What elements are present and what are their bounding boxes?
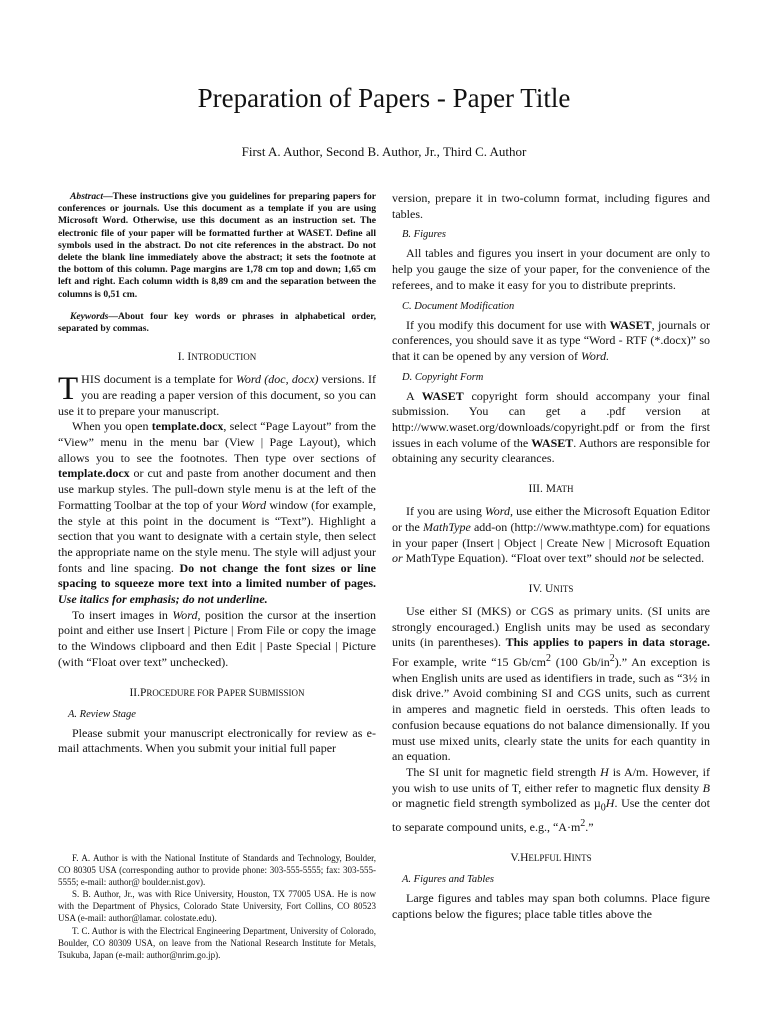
figures-tables-paragraph: Large figures and tables may span both columns. Place figure captions below the figures; place table titles above the [392,891,710,921]
subsection-figures: B. Figures [402,229,446,241]
subsection-document-modification: C. Document Modification [402,300,515,312]
keywords-label: Keywords [70,310,109,322]
abstract-label: Abstract [70,191,104,202]
footnotes [58,852,376,961]
right-column [392,191,710,923]
document-modification-paragraph: If you modify this document for use with WASET, journals or conferences, you should save it as type “Word - RTF (*.docx)” so that it can be opened by any version of Word. [392,317,710,363]
review-paragraph: Please submit your manuscript electronically for review as e-mail attachments. When you submit your initial full paper [58,725,376,756]
abstract-text: These instructions give you guidelines for preparing papers for conferences or journals. Use this document as a template if you are using Microsoft Word. Otherwise, use this document as an instruction set. The electronic file of your paper will be formatted further at WASET. Define all symbols used in the abstract. Do not cite references in the abstract. Do not delete the blank line immediately above the abstract; it sets the footnote at the bottom of this column. Page margins are 1,78 cm top and down; 1,65 cm left and right. Each column width is 8,89 cm and the separation between the columns is 0,51 cm. [58,191,376,300]
copyright-paragraph: A WASET copyright form should accompany your final submission. You can get a .pdf version at http://www.waset.org/downloads/copyright.pdf or from the first issues in each volume of the WASET. Authors are responsible for obtaining any security clearances. [392,388,710,466]
keywords-text: About four key words or phrases in alphabetical order, separated by commas. [58,310,376,335]
section-heading-procedure: II.PROCEDURE FOR PAPER SUBMISSION [129,686,305,699]
intro-paragraph-2: When you open template.docx, select “Page Layout” from the “View” menu in the menu bar (View | Page Layout), which allows you to see the footnotes. Then type over sections of template.docx or cut and paste from another document and then use markup styles. The pull-down style menu is at the left of the Formatting Toolbar at the top of your Word window (for example, the style at this point in the document is “Text”). Highlight a section that you want to designate with a certain style, then select the appropriate name on the style menu. The style will adjust your fonts and line spacing. Do not change the font sizes or line spacing to squeeze more text into a limited number of pages. Use italics for emphasis; do not underline. [58,419,376,607]
footnote-1: F. A. Author is with the National Institute of Standards and Technology, Boulder, CO 80305 USA (corresponding author to provide phone: 303-555-5555; fax: 303-555-5555; e-mail: author@ boulder.nist.gov). [58,853,376,888]
math-paragraph: If you are using Word, use either the Microsoft Equation Editor or the MathType add-on (http://www.mathtype.com) for equations in your paper (Insert | Object | Create New | Microsoft Equation or MathType Equation). “Float over text” should not be selected. [392,504,710,566]
section-heading-units: IV. UNITS [528,582,574,595]
subsection-review-stage: A. Review Stage [68,708,136,720]
units-paragraph-1: Use either SI (MKS) or CGS as primary units. (SI units are strongly encouraged.) English units may be used as secondary units (in parentheses). This applies to papers in data storage. For example, write “15 $Gb/cm^2$ (100 $Gb/in^2$).” An exception is when English units are used as identifiers in trade, such as “3½ in disk drive.” Avoid combining SI and CGS units, such as current in amperes and magnetic field in oersteds. This often leads to confusion because equations do not balance dimensionally. If you must use mixed units, clearly state the units for each quantity in an equation. [392,603,710,764]
subsection-figures-and-tables: A. Figures and Tables [402,874,494,886]
section-heading-math: III. MATH [528,483,574,496]
drop-cap: T [58,371,79,408]
intro-paragraph-1: THIS document is a template for Word (doc, docx) versions. If you are reading a paper version of this document, so you can use it to prepare your manuscript. [58,371,376,418]
keywords: Keywords—About four key words or phrases in alphabetical order, separated by commas. [58,310,376,335]
abstract: Abstract—These instructions give you guidelines for preparing papers for conferences or journals. Use this document as a template if you are using Microsoft Word. Otherwise, use this document as an instruction set. The electronic file of your paper will be formatted further at WASET. Define all symbols used in the abstract. Do not cite references in the abstract. Do not delete the blank line immediately above the abstract; it sets the footnote at the bottom of this column. Page margins are 1,78 cm top and down; 1,65 cm left and right. Each column width is 8,89 cm and the separation between the columns is 0,51 cm. [58,191,376,300]
footnote-3: T. C. Author is with the Electrical Engineering Department, University of Colorado, Boulder, CO 80309 USA, on leave from the National Research Institute for Metals, Tsukuba, Japan (e-mail: author@nrim.go.jp). [58,925,376,960]
review-paragraph-continued: version, prepare it in two-column format, including figures and tables. [392,191,710,221]
paper-title: Preparation of Papers - Paper Title [197,83,571,113]
section-heading-introduction: I. INTRODUCTION [177,351,257,364]
section-heading-helpful-hints: V.HELPFUL HINTS [510,852,592,865]
subsection-copyright-form: D. Copyright Form [402,371,484,383]
intro-paragraph-3: To insert images in Word, position the cursor at the insertion point and either use Insert | Picture | From File or copy the image to the Windows clipboard and then Edit | Paste Special | Picture (with “Float over text” unchecked). [58,607,377,669]
footnote-2: S. B. Author, Jr., was with Rice University, Houston, TX 77005 USA. He is now with the Department of Physics, Colorado State University, Fort Collins, CO 80523 USA (e-mail: author@lamar. colostate.edu). [58,889,376,924]
left-column [58,191,376,757]
units-paragraph-2: The SI unit for magnetic field strength H is A/m. However, if you wish to use units of T, either refer to magnetic flux density B or magnetic field strength symbolized as µ$_0$H. Use the center dot to separate compound units, e.g., “$A\cdot m^2$.” [392,764,710,835]
figures-paragraph: All tables and figures you insert in your document are only to help you gauge the size of your paper, for the convenience of the referees, and to make it easy for you to distribute preprints. [392,246,710,292]
author-line: First A. Author, Second B. Author, Jr., Third C. Author [241,144,527,159]
